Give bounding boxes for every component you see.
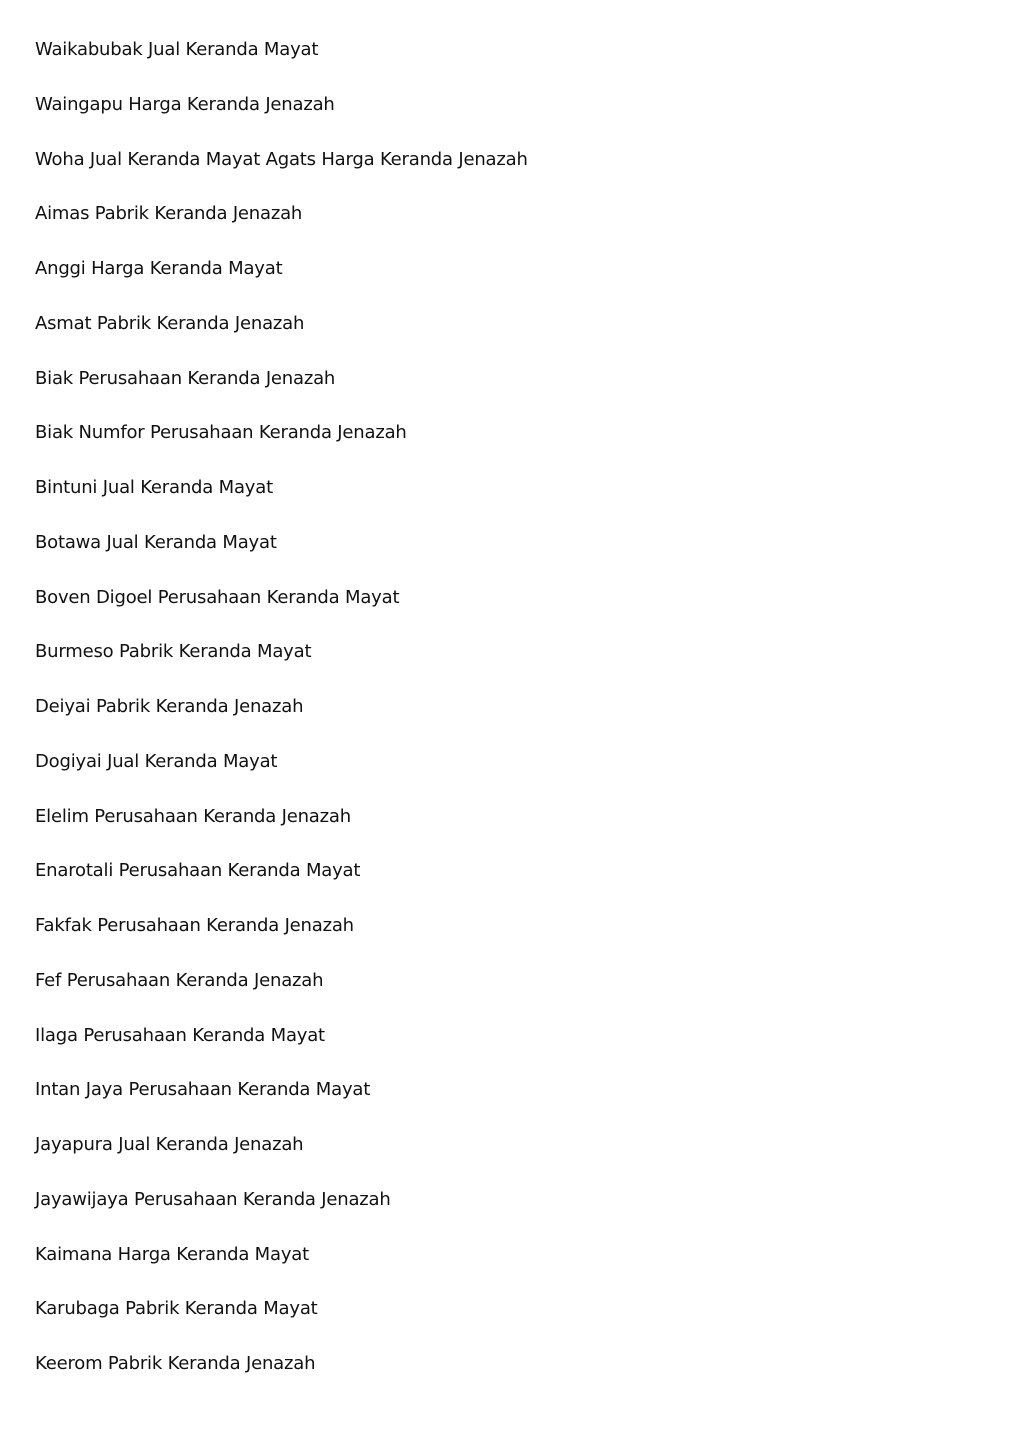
list-item: Asmat Pabrik Keranda Jenazah	[35, 312, 305, 334]
list-item: Elelim Perusahaan Keranda Jenazah	[35, 805, 351, 827]
list-item: Fef Perusahaan Keranda Jenazah	[35, 969, 324, 991]
list-item: Jayapura Jual Keranda Jenazah	[35, 1134, 304, 1155]
list-item: Botawa Jual Keranda Mayat	[35, 531, 277, 553]
list-item: Boven Digoel Perusahaan Keranda Mayat	[35, 586, 400, 608]
list-item: Intan Jaya Perusahaan Keranda Mayat	[35, 1079, 371, 1101]
list-item: Biak Numfor Perusahaan Keranda Jenazah	[35, 422, 407, 444]
list-item: Fakfak Perusahaan Keranda Jenazah	[35, 915, 354, 936]
list-item: Kaimana Harga Keranda Mayat	[35, 1243, 309, 1265]
list-item: Keerom Pabrik Keranda Jenazah	[35, 1353, 316, 1374]
list-item: Anggi Harga Keranda Mayat	[35, 258, 283, 279]
list-item: Woha Jual Keranda Mayat Agats Harga Keranda Jenazah	[35, 148, 528, 170]
list-item: Enarotali Perusahaan Keranda Mayat	[35, 860, 361, 882]
list-item: Deiyai Pabrik Keranda Jenazah	[35, 696, 304, 717]
location-list	[35, 36, 528, 1405]
list-item: Waingapu Harga Keranda Jenazah	[35, 93, 335, 115]
list-item: Bintuni Jual Keranda Mayat	[35, 477, 273, 498]
list-item: Burmeso Pabrik Keranda Mayat	[35, 641, 312, 663]
list-item: Waikabubak Jual Keranda Mayat	[35, 39, 319, 60]
list-item: Ilaga Perusahaan Keranda Mayat	[35, 1024, 325, 1046]
list-item: Jayawijaya Perusahaan Keranda Jenazah	[35, 1188, 391, 1210]
list-item: Dogiyai Jual Keranda Mayat	[35, 750, 278, 772]
list-item: Biak Perusahaan Keranda Jenazah	[35, 367, 336, 389]
list-item: Aimas Pabrik Keranda Jenazah	[35, 203, 303, 225]
list-item: Karubaga Pabrik Keranda Mayat	[35, 1298, 318, 1320]
